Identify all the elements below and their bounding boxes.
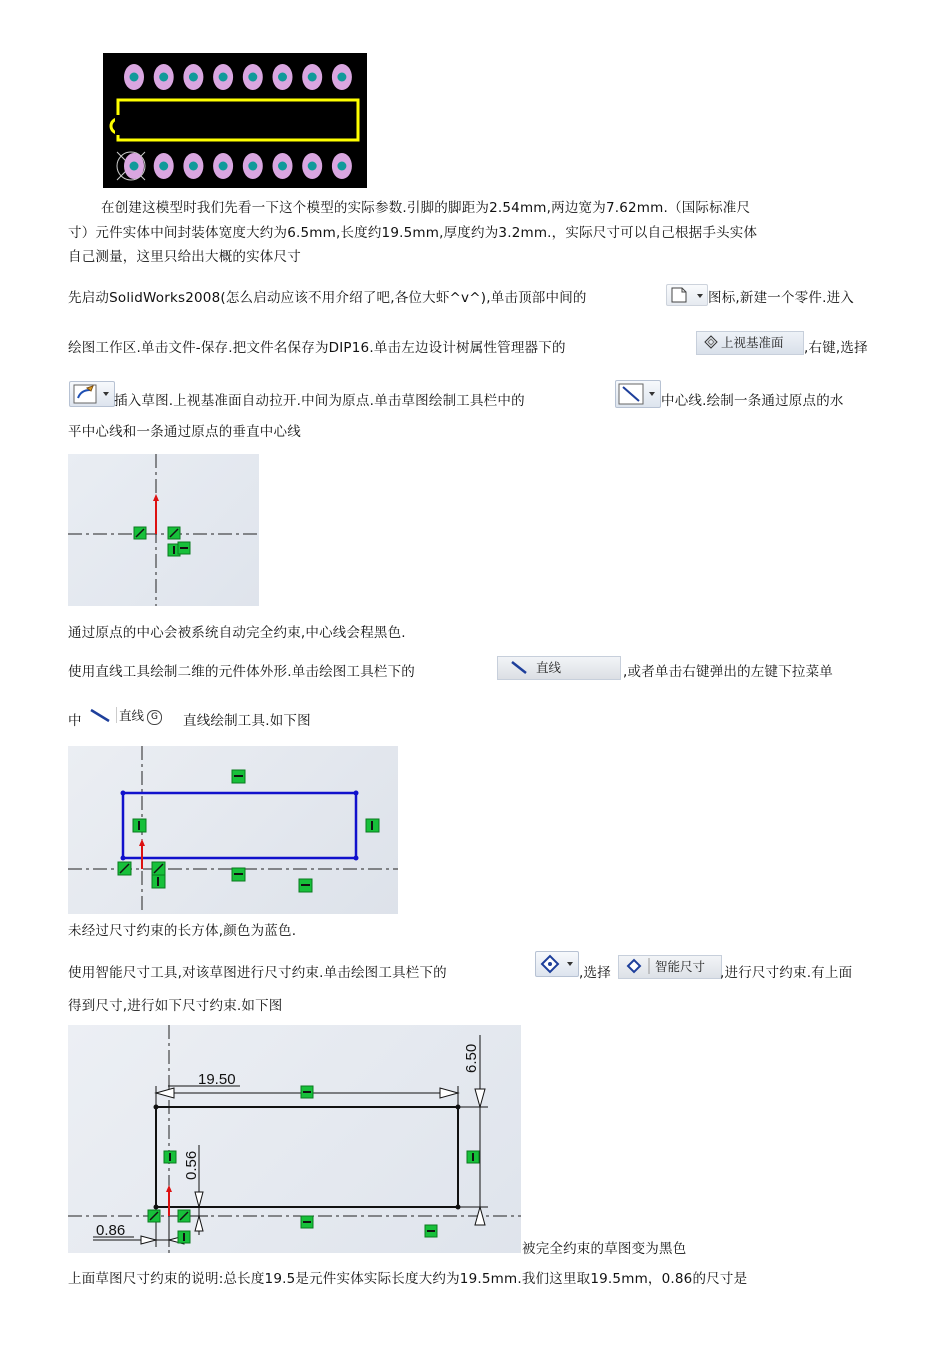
- centerline-icon: [616, 381, 660, 407]
- dimensioned-graphic: [68, 1025, 521, 1253]
- line-menu-label: 直线: [119, 708, 145, 723]
- pad-hole: [130, 162, 139, 171]
- paragraph-params-line1: 在创建这模型时我们先看一下这个模型的实际参数.引脚的脚距为2.54mm,两边宽为7.62mm.（国际标准尺: [101, 200, 751, 216]
- line-shortcut-key: G: [147, 710, 162, 725]
- sketch-rectangle: [123, 793, 356, 858]
- relation-badge: [232, 868, 245, 881]
- paragraph-params-line3: 自己测量，这里只给出大概的实体尺寸: [68, 249, 301, 265]
- relation-badge: [164, 1151, 176, 1163]
- line-tool-label: 直线: [536, 660, 562, 675]
- pad-hole: [248, 162, 257, 171]
- plane-icon: [703, 332, 721, 354]
- smart-dimension-icon: [536, 952, 578, 976]
- relation-badge: [299, 879, 312, 892]
- relation-badge: [366, 819, 379, 832]
- line-tool-button[interactable]: [497, 656, 621, 680]
- pad-hole: [308, 73, 317, 82]
- paragraph-dimension-explanation: 上面草图尺寸约束的说明:总长度19.5是元件实体实际长度大约为19.5mm.我们这里取19.5mm，0.86的尺寸是: [68, 1271, 748, 1287]
- sketch-icon: [70, 382, 114, 406]
- pad-hole: [308, 162, 317, 171]
- smart-dimension-menu-icon: [625, 956, 655, 978]
- pad-hole: [278, 73, 287, 82]
- paragraph-as-figure: 得到尺寸,进行如下尺寸约束.如下图: [68, 998, 283, 1014]
- paragraph-centerline-2: 平中心线和一条通过原点的垂直中心线: [68, 424, 301, 440]
- insert-sketch-button[interactable]: [69, 381, 115, 407]
- relation-badge: [301, 1216, 313, 1228]
- paragraph-fully-constrained: 被完全约束的草图变为黑色: [522, 1241, 687, 1257]
- dimension-length[interactable]: 19.50: [198, 1071, 236, 1088]
- relation-badge: [178, 1210, 190, 1222]
- relation-badge: [178, 1231, 190, 1243]
- relation-badge: [148, 1210, 160, 1222]
- paragraph-unconstrained-blue: 未经过尺寸约束的长方体,颜色为蓝色.: [68, 923, 297, 939]
- paragraph-start-solidworks: 先启动SolidWorks2008(怎么启动应该不用介绍了吧,各位大虾^v^),单击顶部中间的: [68, 290, 587, 306]
- line-menu-item[interactable]: [87, 706, 177, 726]
- pcb-graphic: [103, 53, 367, 188]
- paragraph-line-draw: 直线绘制工具.如下图: [183, 713, 311, 729]
- paragraph-smart-dimension: 使用智能尺寸工具,对该草图进行尺寸约束.单击绘图工具栏下的: [68, 965, 447, 981]
- paragraph-do-constrain: ,进行尺寸约束.有上面: [720, 965, 853, 981]
- new-document-button[interactable]: [666, 284, 708, 306]
- dimension-width[interactable]: 6.50: [463, 1043, 480, 1073]
- relation-badge: [152, 875, 165, 888]
- dip16-footprint-image: [103, 53, 367, 188]
- new-document-icon: [667, 285, 707, 305]
- relation-badge: [152, 862, 165, 875]
- relation-badge: [467, 1151, 479, 1163]
- package-outline: [118, 100, 358, 140]
- pad-hole: [248, 73, 257, 82]
- line-icon: [504, 657, 536, 679]
- pad-hole: [189, 73, 198, 82]
- figure-unconstrained-rectangle: [68, 746, 398, 914]
- paragraph-origin-constrained: 通过原点的中心会被系统自动完全约束,中心线会程黑色.: [68, 625, 406, 641]
- dimension-offset-y[interactable]: 0.56: [183, 1150, 200, 1180]
- relation-badge: [425, 1225, 437, 1237]
- paragraph-line-tool: 使用直线工具绘制二维的元件体外形.单击绘图工具栏下的: [68, 664, 415, 680]
- relation-badge: [133, 819, 146, 832]
- smart-dimension-button[interactable]: [535, 951, 579, 977]
- relation-badge: [232, 770, 245, 783]
- pad-hole: [159, 73, 168, 82]
- pad-hole: [219, 162, 228, 171]
- figure-dimensioned-sketch: [68, 1025, 521, 1253]
- top-plane-tree-item[interactable]: [696, 331, 804, 355]
- rectangle-graphic: [68, 746, 398, 914]
- top-plane-label: 上视基准面: [721, 335, 784, 350]
- smart-dimension-label: 智能尺寸: [655, 959, 706, 974]
- centerlines-graphic: [68, 454, 259, 606]
- paragraph-new-part: 图标,新建一个零件.进入: [708, 290, 854, 306]
- smart-dimension-menu-item[interactable]: [618, 955, 722, 979]
- paragraph-right-click-menu: ,或者单击右键弹出的左键下拉菜单: [623, 664, 833, 680]
- centerline-tool-button[interactable]: [615, 380, 661, 408]
- pad-hole: [337, 73, 346, 82]
- pad-hole: [337, 162, 346, 171]
- dimension-offset-x[interactable]: 0.86: [96, 1222, 126, 1239]
- pad-hole: [130, 73, 139, 82]
- pad-hole: [159, 162, 168, 171]
- paragraph-menu-prefix: 中: [68, 713, 82, 729]
- pad-hole: [219, 73, 228, 82]
- figure-centerlines: [68, 454, 259, 606]
- pad-hole: [278, 162, 287, 171]
- paragraph-centerline: 中心线.绘制一条通过原点的水: [661, 393, 844, 409]
- paragraph-select: ,选择: [579, 965, 611, 981]
- paragraph-params-line2: 寸）元件实体中间封装体宽度大约为6.5mm,长度约19.5mm,厚度约为3.2mm.，实际尺寸可以自己根据手头实体: [68, 225, 758, 241]
- paragraph-right-click: ,右键,选择: [804, 340, 868, 356]
- pad-hole: [189, 162, 198, 171]
- relation-badge: [301, 1086, 313, 1098]
- relation-badge: [118, 862, 131, 875]
- paragraph-save: 绘图工作区.单击文件-保存.把文件名保存为DIP16.单击左边设计树属性管理器下的: [68, 340, 566, 356]
- line-menu-icon: [87, 706, 119, 726]
- paragraph-insert-sketch: 插入草图.上视基准面自动拉开.中间为原点.单击草图绘制工具栏中的: [114, 393, 525, 409]
